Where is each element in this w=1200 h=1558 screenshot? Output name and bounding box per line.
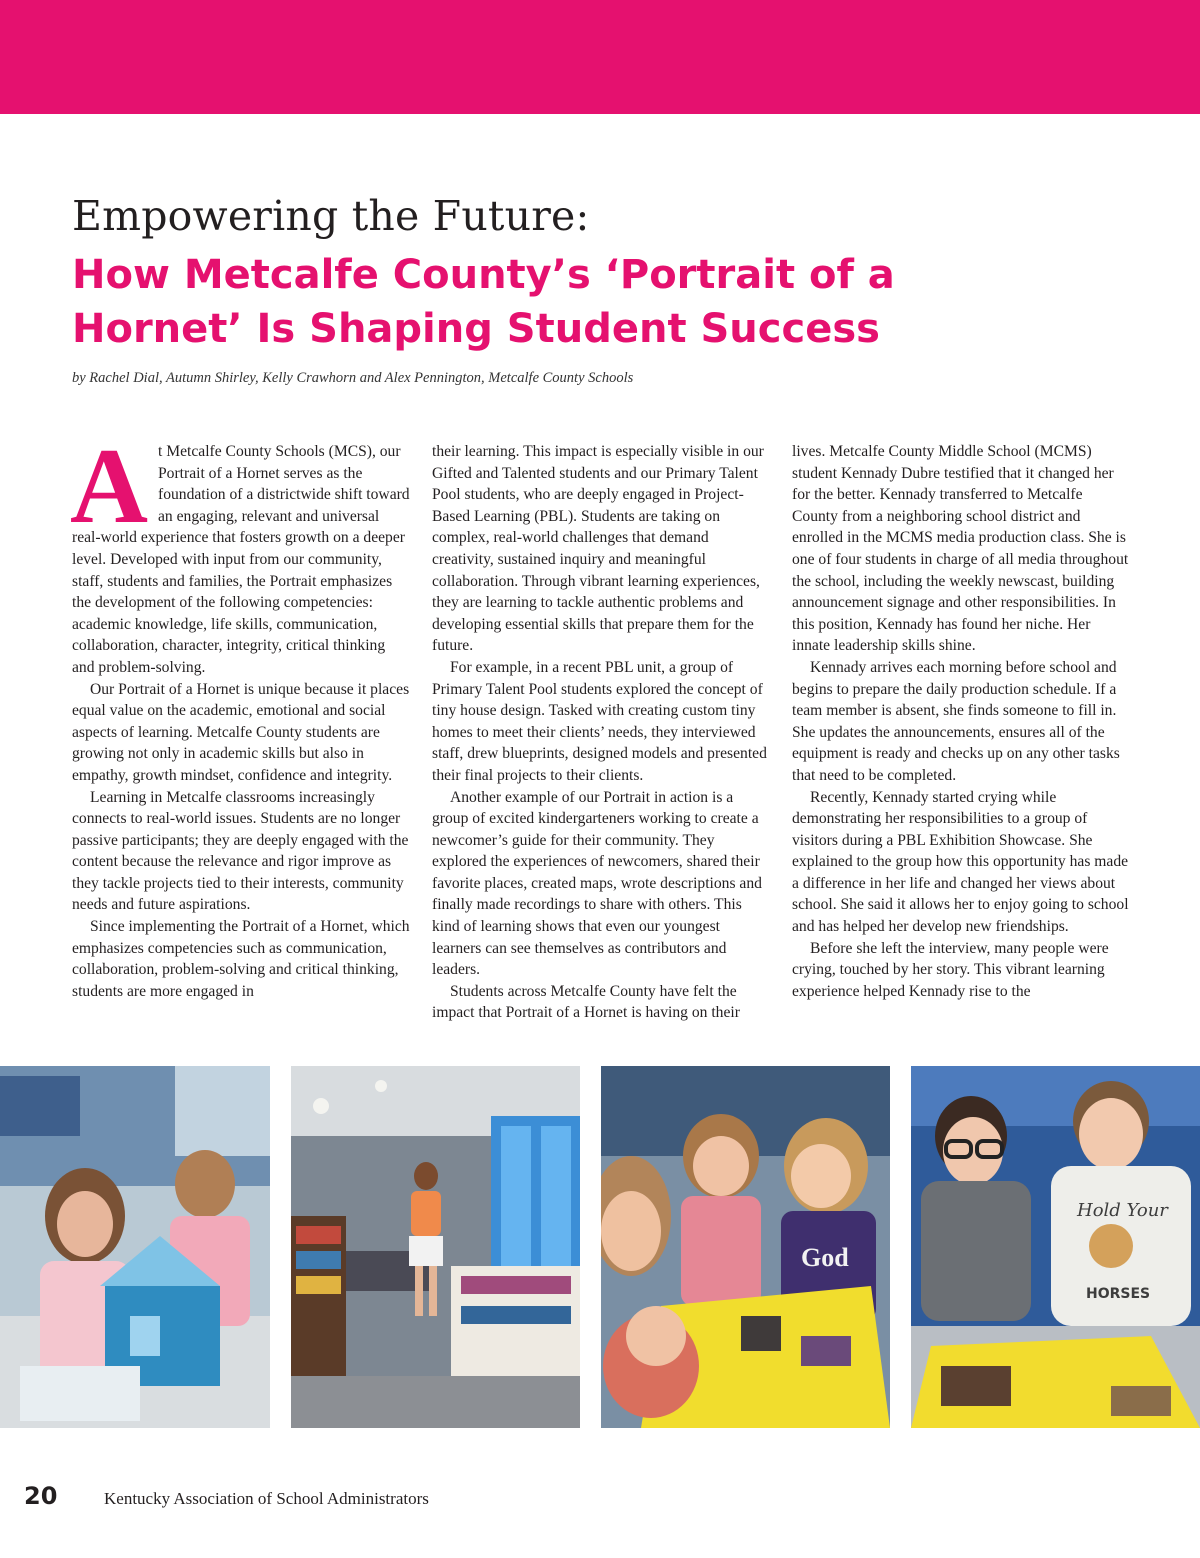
shirt-text-hold-your: Hold Your xyxy=(1077,1200,1168,1221)
paragraph: Kennady arrives each morning before school and begins to prepare the daily production schedule. If a team member is absent, she finds someone to fill in. She updates the announcements, ensures all of the equipment is ready and checks up on any other tasks that need to be completed. xyxy=(792,658,1120,784)
paragraph: Another example of our Portrait in action is a group of excited kindergarteners working to create a newcomer’s guide for their community. They explored the experiences of newcomers, shared their favorite places, created maps, wrote descriptions and finally made recordings to share with others. This kind of learning shows that even our youngest learners can see themselves as contributors and leaders. xyxy=(432,788,762,979)
paragraph-text: t Metcalfe County Schools (MCS), our Portrait of a Hornet serves as the foundation of a districtwide shift toward an engaging, relevant and universal real-world experience that fosters growth on a deeper level. Developed with input from our community, staff, students and families, the Portrait emphasizes the development of the following competencies: academic knowledge, life skills, communication, collaboration, character, integrity, critical thinking and problem-solving. xyxy=(72,443,410,676)
paragraph: Recently, Kennady started crying while demonstrating her responsibilities to a group of visitors during a PBL Exhibition Showcase. She explained to the group how this opportunity has made a difference in her life and changed her views about school. She said it allows her to enjoy going to school and has helped her develop new friendships. xyxy=(792,788,1129,936)
top-color-band xyxy=(0,0,1200,114)
article-column-2 xyxy=(432,441,770,1024)
paragraph: Since implementing the Portrait of a Hornet, which emphasizes competencies such as communication, collaboration, problem-solving and critical thinking, students are more engaged in xyxy=(72,918,410,1000)
paragraph: Our Portrait of a Hornet is unique because it places equal value on the academic, emotional and social aspects of learning. Metcalfe County students are growing not only in academic skills but also in empathy, growth mindset, confidence and integrity. xyxy=(72,680,410,784)
paragraph: their learning. This impact is especially visible in our Gifted and Talented students and our Primary Talent Pool students, who are deeply engaged in Project-Based Learning (PBL). Students are taking on complex, real-world challenges that demand creativity, sustained inquiry and meaningful collaboration. Through vibrant learning experiences, they are learning to tackle authentic problems and developing essential skills that prepare them for the future. xyxy=(432,443,764,655)
paragraph xyxy=(70,427,410,679)
headline-line-1: Empowering the Future: xyxy=(72,192,590,240)
shirt-text-god: God xyxy=(801,1243,849,1272)
publication-name: Kentucky Association of School Administrators xyxy=(104,1489,429,1508)
photo-tiny-house-student xyxy=(0,1066,270,1428)
photo-kindergarten-maps xyxy=(601,1066,890,1428)
page-number: 20 xyxy=(24,1482,58,1510)
paragraph: For example, in a recent PBL unit, a group of Primary Talent Pool students explored the concept of tiny house design. Tasked with creating custom tiny homes to meet their clients’ needs, they interviewed staff, drew blueprints, designed models and presented their final projects to their clients. xyxy=(432,658,767,784)
photo-library-teacher xyxy=(291,1066,580,1428)
drop-cap: A xyxy=(70,427,148,546)
headline-line-2: How Metcalfe County’s ‘Portrait of a Hornet’ Is Shaping Student Success xyxy=(72,252,895,352)
article-column-1 xyxy=(70,427,410,1002)
shirt-text-horses: HORSES xyxy=(1086,1286,1151,1302)
photo-boys-collaborating xyxy=(911,1066,1200,1428)
paragraph: lives. Metcalfe County Middle School (MCMS) student Kennady Dubre testified that it changed her for the better. Kennady transferred to Metcalfe County from a neighboring school district and enrolled in the MCMS media production class. She is one of four students in charge of all media throughout the school, including the weekly newscast, building announcement signage and other responsibilities. In this position, Kennady has found her niche. Her innate leadership skills shine. xyxy=(792,443,1129,655)
paragraph: Students across Metcalfe County have felt the impact that Portrait of a Hornet is having on their xyxy=(432,982,740,1022)
paragraph: Before she left the interview, many people were crying, touched by her story. This vibrant learning experience helped Kennady rise to the xyxy=(792,939,1109,1000)
article-column-3 xyxy=(792,441,1130,1002)
byline: by Rachel Dial, Autumn Shirley, Kelly Crawhorn and Alex Pennington, Metcalfe County Schools xyxy=(72,370,634,386)
paragraph: Learning in Metcalfe classrooms increasingly connects to real-world issues. Students are no longer passive participants; they are deeply engaged with the content because the relevance and rigor improve as they tackle projects tied to their interests, community needs and future aspirations. xyxy=(72,788,409,914)
